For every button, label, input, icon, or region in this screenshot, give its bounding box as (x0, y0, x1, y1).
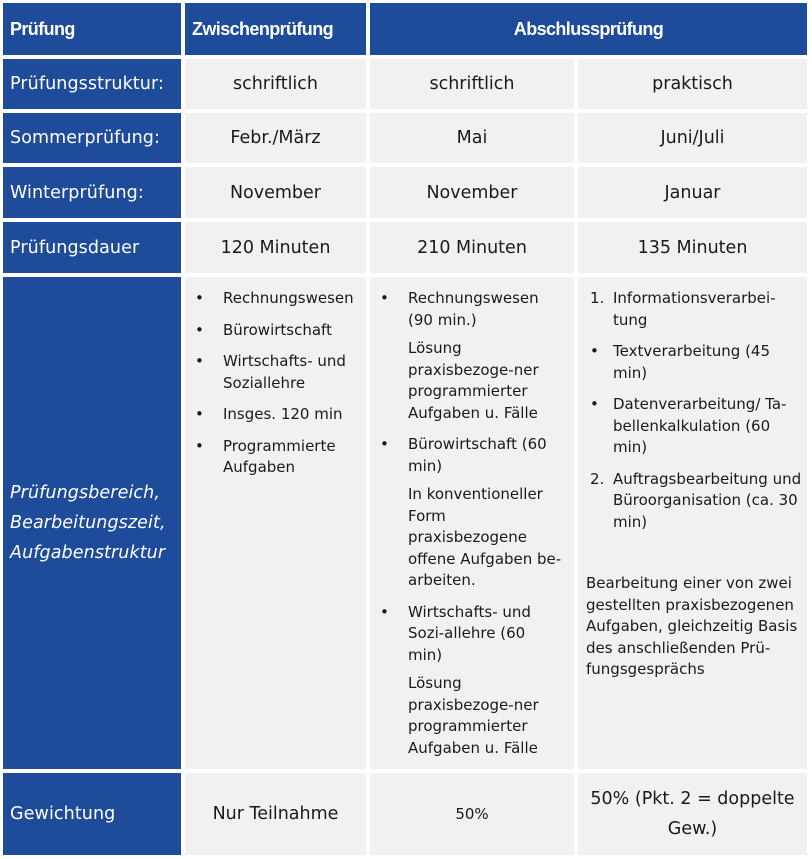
list-item-text: Rechnungswesen (223, 289, 354, 307)
cell-ap-praktisch: Januar (578, 167, 807, 218)
list-item (370, 434, 574, 477)
list-item-text: Wirtschafts- und Soziallehre (223, 352, 346, 392)
cell-ap-praktisch: 50% (Pkt. 2 = doppelte Gew.) (578, 773, 807, 855)
row-sommerpruefung (3, 113, 807, 163)
header-zwischenpruefung: Zwischenprüfung (185, 3, 366, 55)
bullet-icon: • (195, 289, 204, 307)
row-pruefungsstruktur (3, 59, 807, 109)
list-item-text: Textverarbeitung (45 min) (613, 342, 771, 382)
list-item (185, 351, 366, 394)
header-abschlusspruefung: Abschlussprüfung (370, 3, 807, 55)
list-item-title: Wirtschafts- und Sozi-allehre (60 min) (408, 602, 531, 664)
bullet-icon: • (380, 435, 389, 453)
row-pruefungsdauer (3, 222, 807, 273)
list-item (185, 436, 366, 479)
list-item-text: Insges. 120 min (223, 405, 343, 423)
list-item-desc: Lösung praxisbezoge-ner programmierter Aufgaben u. Fälle (408, 674, 539, 757)
list-marker: 1. (590, 289, 605, 307)
list-item (185, 320, 366, 342)
bullet-icon: • (195, 436, 204, 455)
cell-zp-list (185, 277, 366, 769)
label-line: Prüfungsbereich, (10, 483, 160, 503)
cell-zp: 120 Minuten (185, 222, 366, 273)
header-pruefung: Prüfung (3, 3, 181, 55)
list-item-desc: In konventioneller Form praxisbezogene offene Aufgaben be-arbeiten. (408, 485, 562, 589)
list-item (185, 288, 366, 310)
list-item-text: Datenverarbeitung/ Ta-bellenkalkulation (60 min) (613, 395, 787, 456)
row-gewichtung (3, 773, 807, 855)
list-marker: 2. (590, 469, 605, 488)
list-item-title: Bürowirtschaft (60 min) (408, 435, 547, 475)
cell-ap-schriftlich: Mai (370, 113, 574, 163)
list-item (578, 288, 807, 331)
list-item (185, 404, 366, 426)
cell-ap-praktisch: praktisch (578, 59, 807, 109)
row-label: Prüfungsstruktur: (3, 59, 181, 109)
note-text: Bearbeitung einer von zwei gestellten praxisbezogenen Aufgaben, gleichzeitig Basis des anschließenden Prü-fungsgesprächs (586, 574, 798, 678)
header-row (3, 3, 807, 55)
cell-ap-schriftlich: 210 Minuten (370, 222, 574, 273)
cell-ap-praktisch: Juni/Juli (578, 113, 807, 163)
cell-ap-schriftlich: 50% (370, 773, 574, 855)
cell-ap-schriftlich: schriftlich (370, 59, 574, 109)
row-label: Sommerprüfung: (3, 113, 181, 163)
list-item (370, 602, 574, 667)
bullet-icon: • (380, 289, 389, 307)
list-item (578, 341, 807, 384)
label-line: Aufgabenstruktur (10, 543, 166, 563)
label-line: Bearbeitungszeit, (10, 513, 166, 533)
cell-zp: schriftlich (185, 59, 366, 109)
bullet-icon: • (195, 352, 204, 370)
row-winterpruefung (3, 167, 807, 218)
cell-zp: November (185, 167, 366, 218)
bullet-icon: • (590, 342, 599, 360)
list-item-title: Rechnungswesen (90 min.) (408, 289, 539, 329)
row-label: Gewichtung (3, 773, 181, 855)
bullet-icon: • (380, 602, 389, 621)
bullet-icon: • (590, 395, 599, 413)
list-item-desc: Lösung praxisbezoge-ner programmierter Aufgaben u. Fälle (408, 339, 539, 422)
bullet-icon: • (195, 320, 204, 339)
list-item-text: Informationsverarbei-tung (613, 289, 776, 329)
row-label: Prüfungsdauer (3, 222, 181, 273)
row-label: Winterprüfung: (3, 167, 181, 218)
cell-zp: Febr./März (185, 113, 366, 163)
cell-ap-schriftlich-list (370, 277, 574, 769)
cell-ap-praktisch: 135 Minuten (578, 222, 807, 273)
list-item-text: Programmierte Aufgaben (223, 436, 336, 476)
row-label-pruefungsbereich (3, 277, 181, 769)
list-item (370, 288, 574, 331)
list-item-text: Bürowirtschaft (223, 320, 332, 339)
cell-ap-praktisch-list (578, 277, 807, 769)
list-item (578, 394, 807, 459)
cell-zp: Nur Teilnahme (185, 773, 366, 855)
list-item (578, 469, 807, 534)
bullet-icon: • (195, 405, 204, 423)
row-pruefungsbereich (3, 277, 807, 769)
cell-ap-schriftlich: November (370, 167, 574, 218)
list-item-text: Auftragsbearbeitung und Büroorganisation (ca. 30 min) (613, 469, 802, 531)
